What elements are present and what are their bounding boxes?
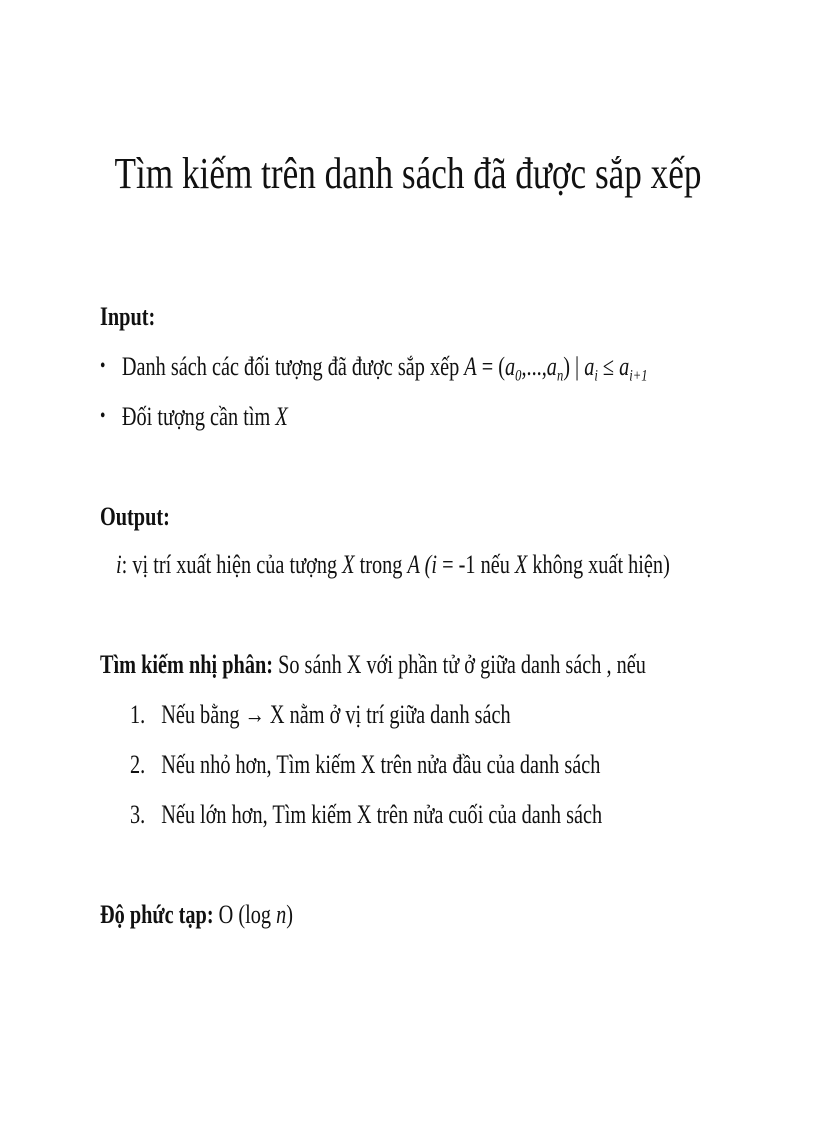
bullet-2-text: Đối tượng cần tìm (121, 402, 276, 431)
binary-search-line (100, 650, 646, 680)
target-x: X (275, 402, 288, 431)
ai1: a (619, 352, 630, 381)
a0-sub: 0 (515, 367, 522, 385)
set-a: A (464, 352, 477, 381)
complexity-close: ) (286, 900, 294, 929)
an: a (546, 352, 557, 381)
complexity-n: n (276, 900, 287, 929)
step-text: Nếu bằng → X nằm ở vị trí giữa danh sách (161, 700, 511, 729)
output-text-1: : vị trí xuất hiện của tượng (121, 550, 343, 579)
step-num: 1. (130, 700, 146, 729)
close-bar: ) | (563, 352, 585, 381)
binary-search-intro: So sánh X với phần tử ở giữa danh sách , nếu (273, 650, 646, 679)
an-sub: n (556, 367, 564, 385)
step-text: Nếu lớn hơn, Tìm kiếm X trên nửa cuối của danh sách (161, 800, 603, 829)
ai1-sub: i+1 (629, 367, 648, 385)
complexity-text: O (log (213, 900, 277, 929)
output-line (116, 550, 670, 580)
input-heading: Input: (100, 302, 156, 331)
step-2 (130, 750, 600, 780)
output-text-3: = -1 nếu (437, 550, 515, 579)
binary-search-heading: Tìm kiếm nhị phân: (100, 650, 274, 679)
output-text-2: trong (354, 550, 408, 579)
output-text-4: không xuất hiện) (527, 550, 670, 579)
bullet-icon: • (100, 355, 106, 377)
output-heading: Output: (100, 502, 170, 531)
complexity-heading: Độ phức tạp: (100, 900, 214, 929)
output-i2: i (431, 550, 438, 579)
output-x: X (342, 550, 355, 579)
ai-sub: i (594, 367, 598, 385)
equals-open: = ( (476, 352, 506, 381)
output-x2: X (514, 550, 528, 579)
step-num: 2. (130, 750, 146, 779)
page-title: Tìm kiếm trên danh sách đã được sắp xếp (114, 149, 702, 198)
output-i: i (116, 550, 122, 579)
step-3 (130, 800, 602, 830)
step-num: 3. (130, 800, 146, 829)
bullet-1-text: Danh sách các đối tượng đã được sắp xếp (121, 352, 465, 381)
output-paren: ( (419, 550, 432, 579)
le-sign: ≤ (597, 352, 620, 381)
a0: a (505, 352, 516, 381)
ai: a (584, 352, 595, 381)
bullet-icon: • (100, 405, 106, 427)
input-bullet-1 (100, 352, 648, 385)
dots: ,..., (521, 352, 547, 381)
complexity-line (100, 900, 293, 930)
step-1 (130, 700, 511, 730)
output-a: A (407, 550, 420, 579)
input-bullet-2 (100, 402, 288, 432)
step-text: Nếu nhỏ hơn, Tìm kiếm X trên nửa đầu của danh sách (161, 750, 601, 779)
